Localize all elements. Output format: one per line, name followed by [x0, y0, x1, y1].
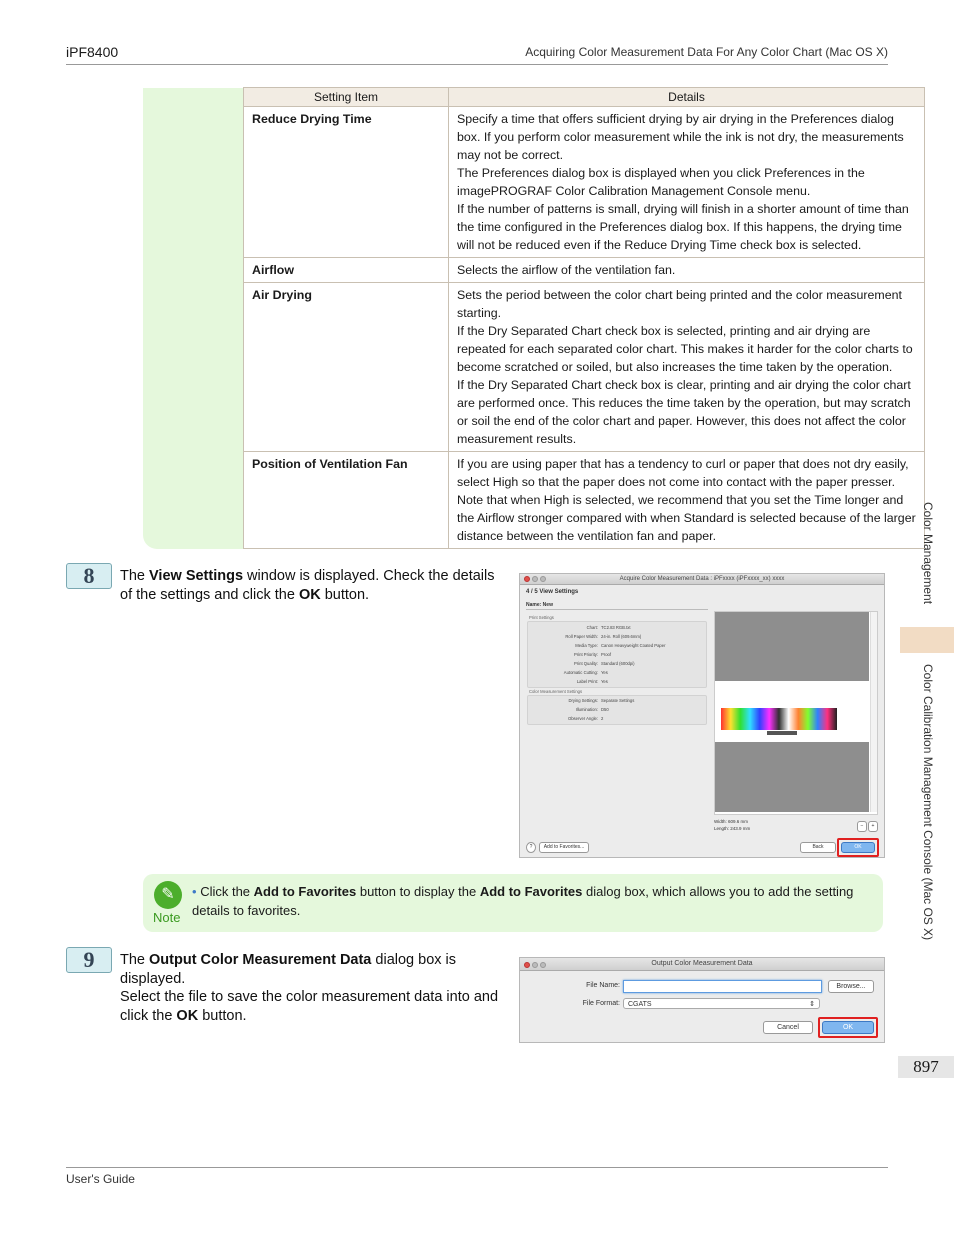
preview-margin-bottom [715, 742, 869, 812]
setting-row: Label Print: Yes [576, 679, 608, 684]
footer-divider [66, 1167, 888, 1168]
details-paragraph: Selects the airflow of the ventilation fan. [457, 263, 676, 277]
setting-row: Observer Angle: 2 [567, 716, 604, 721]
pencil-icon: ✎ [154, 881, 182, 909]
step-text-part: The [120, 568, 150, 584]
setting-row: Print Quality: Standard (600dpi) [574, 661, 635, 666]
step-text-part: button. [198, 1007, 247, 1024]
ok-button[interactable]: OK [841, 842, 875, 853]
note-text-bold: Add to Favorites [253, 884, 357, 899]
close-icon[interactable] [524, 962, 530, 968]
setting-item-name: Position of Ventilation Fan [244, 452, 449, 549]
details-paragraph: If the Dry Separated Chart check box is selected, printing and air drying are repeated for each separated color chart. This makes it harder for the color charts to become scratched or soiled, but also increases the time taken by the operation. [457, 324, 913, 374]
setting-row: Roll Paper Width: 24-in. Roll (609.6mm) [565, 634, 642, 639]
preview-scrollbar[interactable] [870, 612, 877, 812]
step-text-bold: OK [298, 586, 321, 603]
step-text-part: Select the file to save the color measurement data into and click the [120, 989, 499, 1024]
measurement-settings-group [527, 695, 707, 725]
note-text-part: button to display the [356, 884, 480, 899]
note-text-bold: Add to Favorites [479, 884, 583, 899]
table-row [244, 107, 925, 258]
header-divider [66, 64, 888, 65]
measurement-settings-label: Color Measurement Settings [529, 689, 583, 694]
step-text-part: window is displayed. Check the details of the settings and click the [120, 568, 495, 603]
page-number: 897 [898, 1056, 954, 1078]
minimize-icon[interactable] [532, 962, 538, 968]
details-paragraph: If the number of patterns is small, drying will finish in a shorter amount of time than the time configured in the Preferences dialog box. If this happens, the drying time will not be reduced even if the Reduce Drying Time check box is selected. [457, 202, 909, 252]
color-patches [721, 708, 837, 730]
bullet-icon: • [192, 884, 197, 899]
print-settings-group [527, 621, 707, 688]
column-header-setting-item: Setting Item [244, 88, 449, 107]
file-format-label: File Format: [582, 1000, 620, 1007]
setting-row: Media Type: Canon Heavyweight Coated Paper [575, 643, 666, 648]
setting-item-details [449, 107, 925, 258]
ok-button[interactable]: OK [822, 1021, 874, 1034]
note-text [192, 882, 872, 920]
window-title: Acquire Color Measurement Data : iPFxxxx (iPFxxxx_xx) xxxx [619, 576, 785, 582]
chart-label [767, 731, 797, 735]
ok-button-highlight [837, 838, 879, 857]
zoom-out-icon[interactable]: − [857, 821, 867, 832]
setting-item-name: Reduce Drying Time [244, 107, 449, 258]
step-9-text [120, 951, 505, 1025]
product-name: iPF8400 [66, 44, 119, 60]
file-format-select[interactable] [623, 998, 820, 1009]
step-text-part: The [120, 952, 150, 968]
zoom-icon[interactable] [540, 576, 546, 582]
dialog-title: Output Color Measurement Data [651, 960, 753, 967]
details-paragraph: Specify a time that offers sufficient drying by air drying in the Preferences dialog box. If you perform color measurement while the ink is not dry, the measurements may not be correct. [457, 112, 904, 162]
details-paragraph: Sets the period between the color chart being printed and the color measurement starting. [457, 288, 902, 320]
setting-row: Print Priority: Proof [574, 652, 612, 657]
divider [526, 609, 708, 610]
close-icon[interactable] [524, 576, 530, 582]
setting-row: Automatic Cutting: Yes [563, 670, 608, 675]
zoom-in-icon[interactable]: + [868, 821, 878, 832]
chapter-side-label: Color Management [921, 502, 935, 605]
wizard-step-title: 4 / 5 View Settings [526, 589, 579, 595]
setting-row: Chart: TC2.83 RGB.txt [586, 625, 631, 630]
note-label: Note [153, 910, 181, 925]
back-button[interactable]: Back [800, 842, 836, 853]
step-9-badge: 9 [66, 947, 112, 973]
step-8-text [120, 567, 505, 604]
note-text-part: Click the [200, 884, 254, 899]
setting-row: Illumination: D50 [575, 707, 609, 712]
settings-name: Name: New [526, 602, 553, 608]
chart-preview [714, 611, 878, 815]
file-name-label: File Name: [586, 982, 620, 989]
setting-item-name: Airflow [244, 258, 449, 283]
step-text-bold: OK [176, 1007, 199, 1024]
setting-row: Drying Settings: Separate Settings [568, 698, 635, 703]
setting-item-details [449, 258, 925, 283]
file-format-value: CGATS [628, 1001, 652, 1008]
preview-margin-top [715, 612, 869, 681]
details-paragraph: If the Dry Separated Chart check box is clear, printing and air drying the color chart are performed once. This reduces the time taken by the operation, but may scratch or soil the end of the color chart and paper. However, this does not affect the color measurement results. [457, 378, 911, 446]
section-title: Acquiring Color Measurement Data For Any Color Chart (Mac OS X) [525, 45, 888, 59]
cancel-button[interactable]: Cancel [763, 1021, 813, 1034]
file-name-input[interactable] [623, 980, 822, 993]
chapter-tab-marker [900, 627, 954, 653]
details-paragraph: The Preferences dialog box is displayed when you click Preferences in the imagePROGRAF Color Calibration Management Console menu. [457, 166, 865, 198]
output-data-dialog [519, 957, 885, 1043]
table-row [244, 258, 925, 283]
step-text-bold: Output Color Measurement Data [149, 952, 372, 968]
table-row [244, 283, 925, 452]
settings-table [243, 87, 925, 549]
browse-button[interactable]: Browse... [828, 980, 874, 993]
help-button[interactable]: ? [526, 842, 536, 853]
minimize-icon[interactable] [532, 576, 538, 582]
details-paragraph: If you are using paper that has a tendency to curl or paper that does not dry easily, select High so that the paper does not come into contact with the paper presser. Note that when High is selected, we recommend that you set the Time longer and the Airflow stronger compared with when Standard is selected because of the larger distance between the ventilation fan and paper. [457, 457, 916, 543]
setting-item-details [449, 452, 925, 549]
step-8-badge: 8 [66, 563, 112, 589]
dialog-titlebar [520, 958, 884, 971]
chevron-updown-icon: ⇕ [809, 1001, 815, 1008]
table-row [244, 452, 925, 549]
column-header-details: Details [449, 88, 925, 107]
footer-text: User's Guide [66, 1172, 135, 1186]
zoom-icon[interactable] [540, 962, 546, 968]
setting-item-name: Air Drying [244, 283, 449, 452]
step-text-part: dialog box is displayed. [120, 952, 457, 987]
step-text-part: button. [320, 586, 370, 603]
setting-item-details [449, 283, 925, 452]
section-side-label: Color Calibration Management Console (Mac OS X) [921, 664, 935, 941]
step-text-bold: View Settings [149, 568, 244, 584]
chart-width: Width: 609.6 mm [714, 819, 749, 824]
print-settings-label: Print Settings [529, 615, 554, 620]
ok-button-highlight [818, 1017, 878, 1038]
note-text-part: dialog box, which allows you to add the setting details to favorites. [192, 884, 854, 918]
view-settings-window [519, 573, 885, 858]
add-to-favorites-button[interactable]: Add to Favorites... [539, 842, 589, 853]
window-titlebar [520, 574, 884, 585]
chart-length: Length: 243.9 mm [714, 826, 751, 831]
